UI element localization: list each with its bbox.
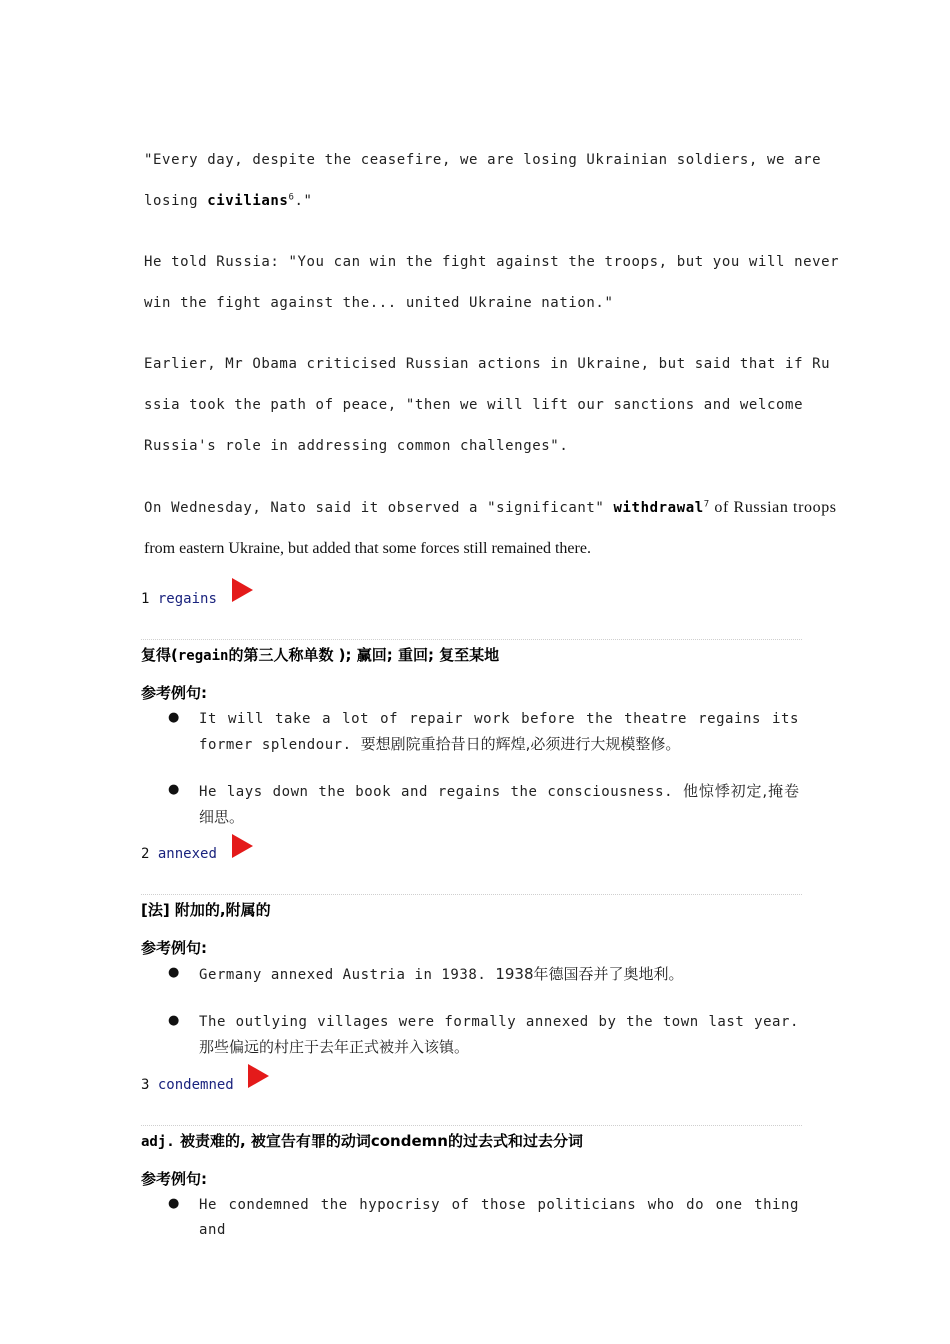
article-text: losing (144, 193, 208, 209)
bullet-icon: ● (168, 782, 180, 797)
example-sentence (199, 1193, 799, 1243)
play-icon[interactable] (248, 1064, 269, 1088)
examples-label: 参考例句: (141, 1170, 207, 1188)
article-line (144, 193, 313, 209)
definition-term: regain (177, 648, 229, 664)
article-text: ." (294, 193, 313, 209)
article-text: On Wednesday, Nato said it observed a "significant" (144, 500, 614, 516)
vocab-definition (141, 1130, 583, 1151)
separator (141, 894, 802, 895)
vocab-definition (141, 899, 271, 920)
example-sentence (199, 962, 799, 988)
separator (141, 639, 802, 640)
definition-term: adj. (141, 1134, 175, 1150)
article-line: He told Russia: "You can win the fight against the troops, but you will never (144, 254, 840, 270)
play-icon[interactable] (232, 578, 253, 602)
examples-label: 参考例句: (141, 684, 207, 702)
example-en: Germany annexed Austria in 1938. (199, 967, 487, 983)
vocab-definition (141, 644, 499, 665)
bullet-icon: ● (168, 710, 180, 725)
footnote-marker: 7 (703, 499, 710, 510)
article-line: Earlier, Mr Obama criticised Russian actions in Ukraine, but said that if Ru (144, 356, 831, 372)
vocab-link-withdrawal[interactable]: withdrawal (613, 500, 704, 516)
vocab-number: 1 (141, 591, 150, 607)
article-line: win the fight against the... united Ukraine nation." (144, 295, 614, 311)
article-line: from eastern Ukraine, but added that some forces still remained there. (144, 540, 591, 557)
definition-text: 的第三人称单数 ); 赢回; 重回; 复至某地 (228, 646, 500, 664)
article-line (144, 499, 837, 517)
vocab-link-civilians[interactable]: civilians (207, 193, 289, 209)
vocab-entry-3 (141, 1077, 234, 1093)
separator (141, 1125, 802, 1126)
bullet-icon: ● (168, 965, 180, 980)
example-en: He condemned the hypocrisy of those politicians who do one thing and (199, 1197, 799, 1238)
article-line: Russia's role in addressing common challenges". (144, 438, 569, 454)
footnote-marker: 6 (288, 192, 295, 203)
play-icon[interactable] (232, 834, 253, 858)
definition-text: 被责难的, 被宣告有罪的动词condemn的过去式和过去分词 (174, 1132, 583, 1150)
examples-label: 参考例句: (141, 939, 207, 957)
vocab-word[interactable]: annexed (157, 846, 217, 862)
example-en: It will take a lot of repair work before the theatre regains its former splendour. (199, 711, 799, 753)
example-zh: 他惊悸初定,掩卷细思。 (199, 782, 799, 826)
definition-text: 复得( (141, 646, 178, 664)
article-line: ssia took the path of peace, "then we will lift our sanctions and welcome (144, 397, 804, 413)
example-zh: 1938年德国吞并了奥地利。 (495, 965, 684, 983)
article-line: "Every day, despite the ceasefire, we are losing Ukrainian soldiers, we are (144, 152, 822, 168)
vocab-entry-1 (141, 591, 217, 607)
vocab-word[interactable]: regains (157, 591, 217, 607)
vocab-number: 2 (141, 846, 150, 862)
vocab-word[interactable]: condemned (157, 1077, 234, 1093)
example-sentence (199, 1010, 799, 1061)
vocab-entry-2 (141, 846, 217, 862)
bullet-icon: ● (168, 1196, 180, 1211)
example-zh: 要想剧院重拾昔日的辉煌,必须进行大规模整修。 (360, 735, 681, 753)
article-text: of Russian troops (709, 499, 837, 516)
definition-text: [法] 附加的,附属的 (141, 901, 271, 919)
example-sentence (199, 707, 799, 758)
example-sentence (199, 779, 799, 831)
example-en: The outlying villages were formally annexed by the town last year. (199, 1014, 799, 1030)
bullet-icon: ● (168, 1013, 180, 1028)
example-zh: 那些偏远的村庄于去年正式被并入该镇。 (199, 1038, 470, 1056)
example-en: He lays down the book and regains the consciousness. (199, 784, 674, 800)
vocab-number: 3 (141, 1077, 150, 1093)
